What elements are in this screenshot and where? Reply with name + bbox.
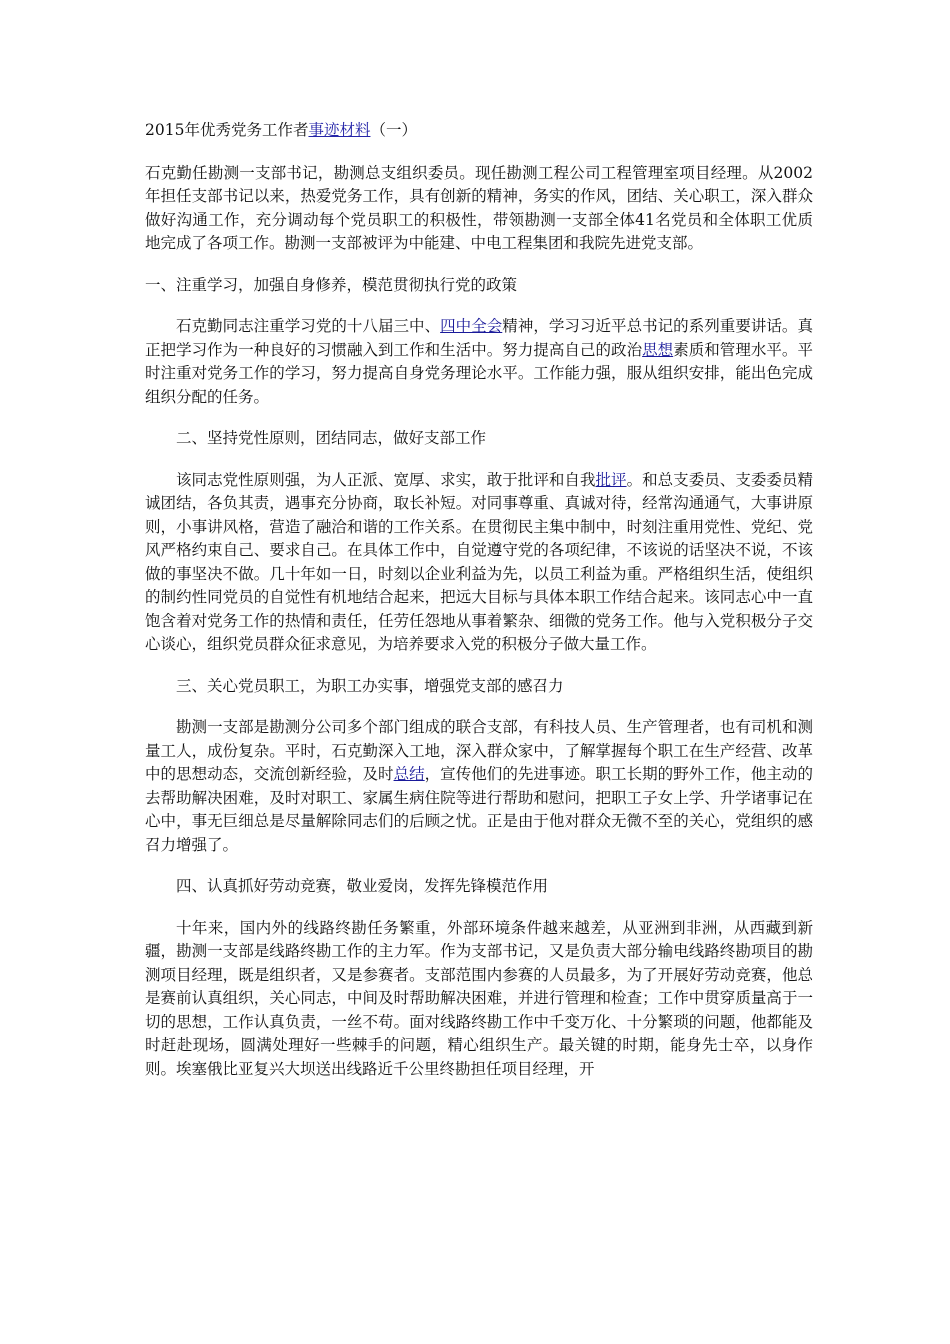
intro-paragraph: 石克勤任勘测一支部书记，勘测总支组织委员。现任勘测工程公司工程管理室项目经理。从2002年担任支部书记以来，热爱党务工作，具有创新的精神，务实的作风，团结、关心职工，深入群众做好沟通工作，充分调动每个党员职工的积极性，带领勘测一支部全体41名党员和全体职工优质地完成了各项工作。勘测一支部被评为中能建、中电工程集团和我院先进党支部。: [145, 163, 813, 252]
section-1-text-c: 素质和管理水平。平时注重对党务工作的学习，努力提高自身党务理论水平。工作能力强，服从组织安排，能出色完成组织分配的任务。: [145, 340, 813, 406]
title-suffix: （一）: [370, 121, 417, 139]
section-3-text-a: 勘测一支部是勘测分公司多个部门组成的联合支部，有科技人员、生产管理者，也有司机和测量工人，成份复杂。平时，石克勤深入工地，深入群众家中，了解掌握每个职工在生产经营、改革中的思想动态，交流创新经验，及时: [145, 718, 813, 783]
section-1-text-b: 精神，学习习近平总书记的系列重要讲话。真正把学习作为一种良好的习惯融入到工作和生活中。努力提高自己的政治: [145, 317, 813, 359]
section-1-paragraph: [145, 315, 813, 409]
section-4-paragraph: 十年来，国内外的线路终勘任务繁重，外部环境条件越来越差，从亚洲到非洲，从西藏到新疆，勘测一支部是线路终勘工作的主力军。作为支部书记，又是负责大部分输电线路终勘项目的勘测项目经理，既是组织者，又是参赛者。支部范围内参赛的人员最多，为了开展好劳动竞赛，他总是赛前认真组织，关心同志，中间及时帮助解决困难，并进行管理和检查；工作中贯穿质量高于一切的思想，工作认真负责，一丝不苟。面对线路终勘工作中千变万化、十分繁琐的问题，他都能及时赶赴现场，圆满处理好一些棘手的问题，精心组织生产。最关键的时期，能身先士卒，以身作则。埃塞俄比亚复兴大坝送出线路近千公里终勘担任项目经理，开: [145, 918, 813, 1078]
link-piping[interactable]: 批评: [595, 470, 627, 489]
document-title: [145, 119, 813, 143]
link-zongjie[interactable]: 总结: [393, 765, 425, 783]
section-2-heading: 二、坚持党性原则，团结同志，做好支部工作: [176, 429, 487, 447]
section-2-paragraph: [145, 469, 813, 657]
title-text: 2015年优秀党务工作者: [145, 121, 309, 139]
link-sizhong-quanhui[interactable]: 四中全会: [440, 317, 503, 335]
section-2-text-b: 。和总支委员、支委委员精诚团结，各负其责，遇事充分协商，取长补短。对同事尊重、真诚对待，经常沟通通气，大事讲原则，小事讲风格，营造了融洽和谐的工作关系。在贯彻民主集中制中，时刻注重用党性、党纪、党风严格约束自己、要求自己。在具体工作中，自觉遵守党的各项纪律，不该说的话坚决不说，不该做的事坚决不做。几十年如一日，时刻以企业利益为先，以员工利益为重。严格组织生活，使组织的制约性同党员的自觉性有机地结合起来，把远大目标与具体本职工作结合起来。该同志心中一直饱含着对党务工作的热情和责任，任劳任怨地从事着繁杂、细微的党务工作。他与入党积极分子交心谈心，组织党员群众征求意见，为培养要求入党的积极分子做大量工作。: [145, 470, 813, 653]
section-1-heading: 一、注重学习，加强自身修养，模范贯彻执行党的政策: [145, 275, 518, 294]
section-3-paragraph: [145, 716, 813, 857]
section-2-text-a: 该同志党性原则强，为人正派、宽厚、求实，敢于批评和自我: [176, 470, 596, 489]
link-sixiang[interactable]: 思想: [642, 340, 674, 359]
title-link-shiji-cailiao[interactable]: 事迹材料: [308, 121, 371, 139]
document-page: [145, 119, 813, 1099]
section-3-text-b: ，宣传他们的先进事迹。职工长期的野外工作，他主动的去帮助解决困难，及时对职工、家属生病住院等进行帮助和慰问，把职工子女上学、升学诸事记在心中，事无巨细总是尽量解除同志们的后顾之忧。正是由于他对群众无微不至的关心，党组织的感召力增强了。: [145, 765, 813, 854]
section-1-text-a: 石克勤同志注重学习党的十八届三中、: [176, 317, 441, 335]
section-4-heading: 四、认真抓好劳动竞赛，敬业爱岗，发挥先锋模范作用: [176, 877, 549, 895]
section-3-heading: 三、关心党员职工，为职工办实事，增强党支部的感召力: [176, 676, 564, 695]
